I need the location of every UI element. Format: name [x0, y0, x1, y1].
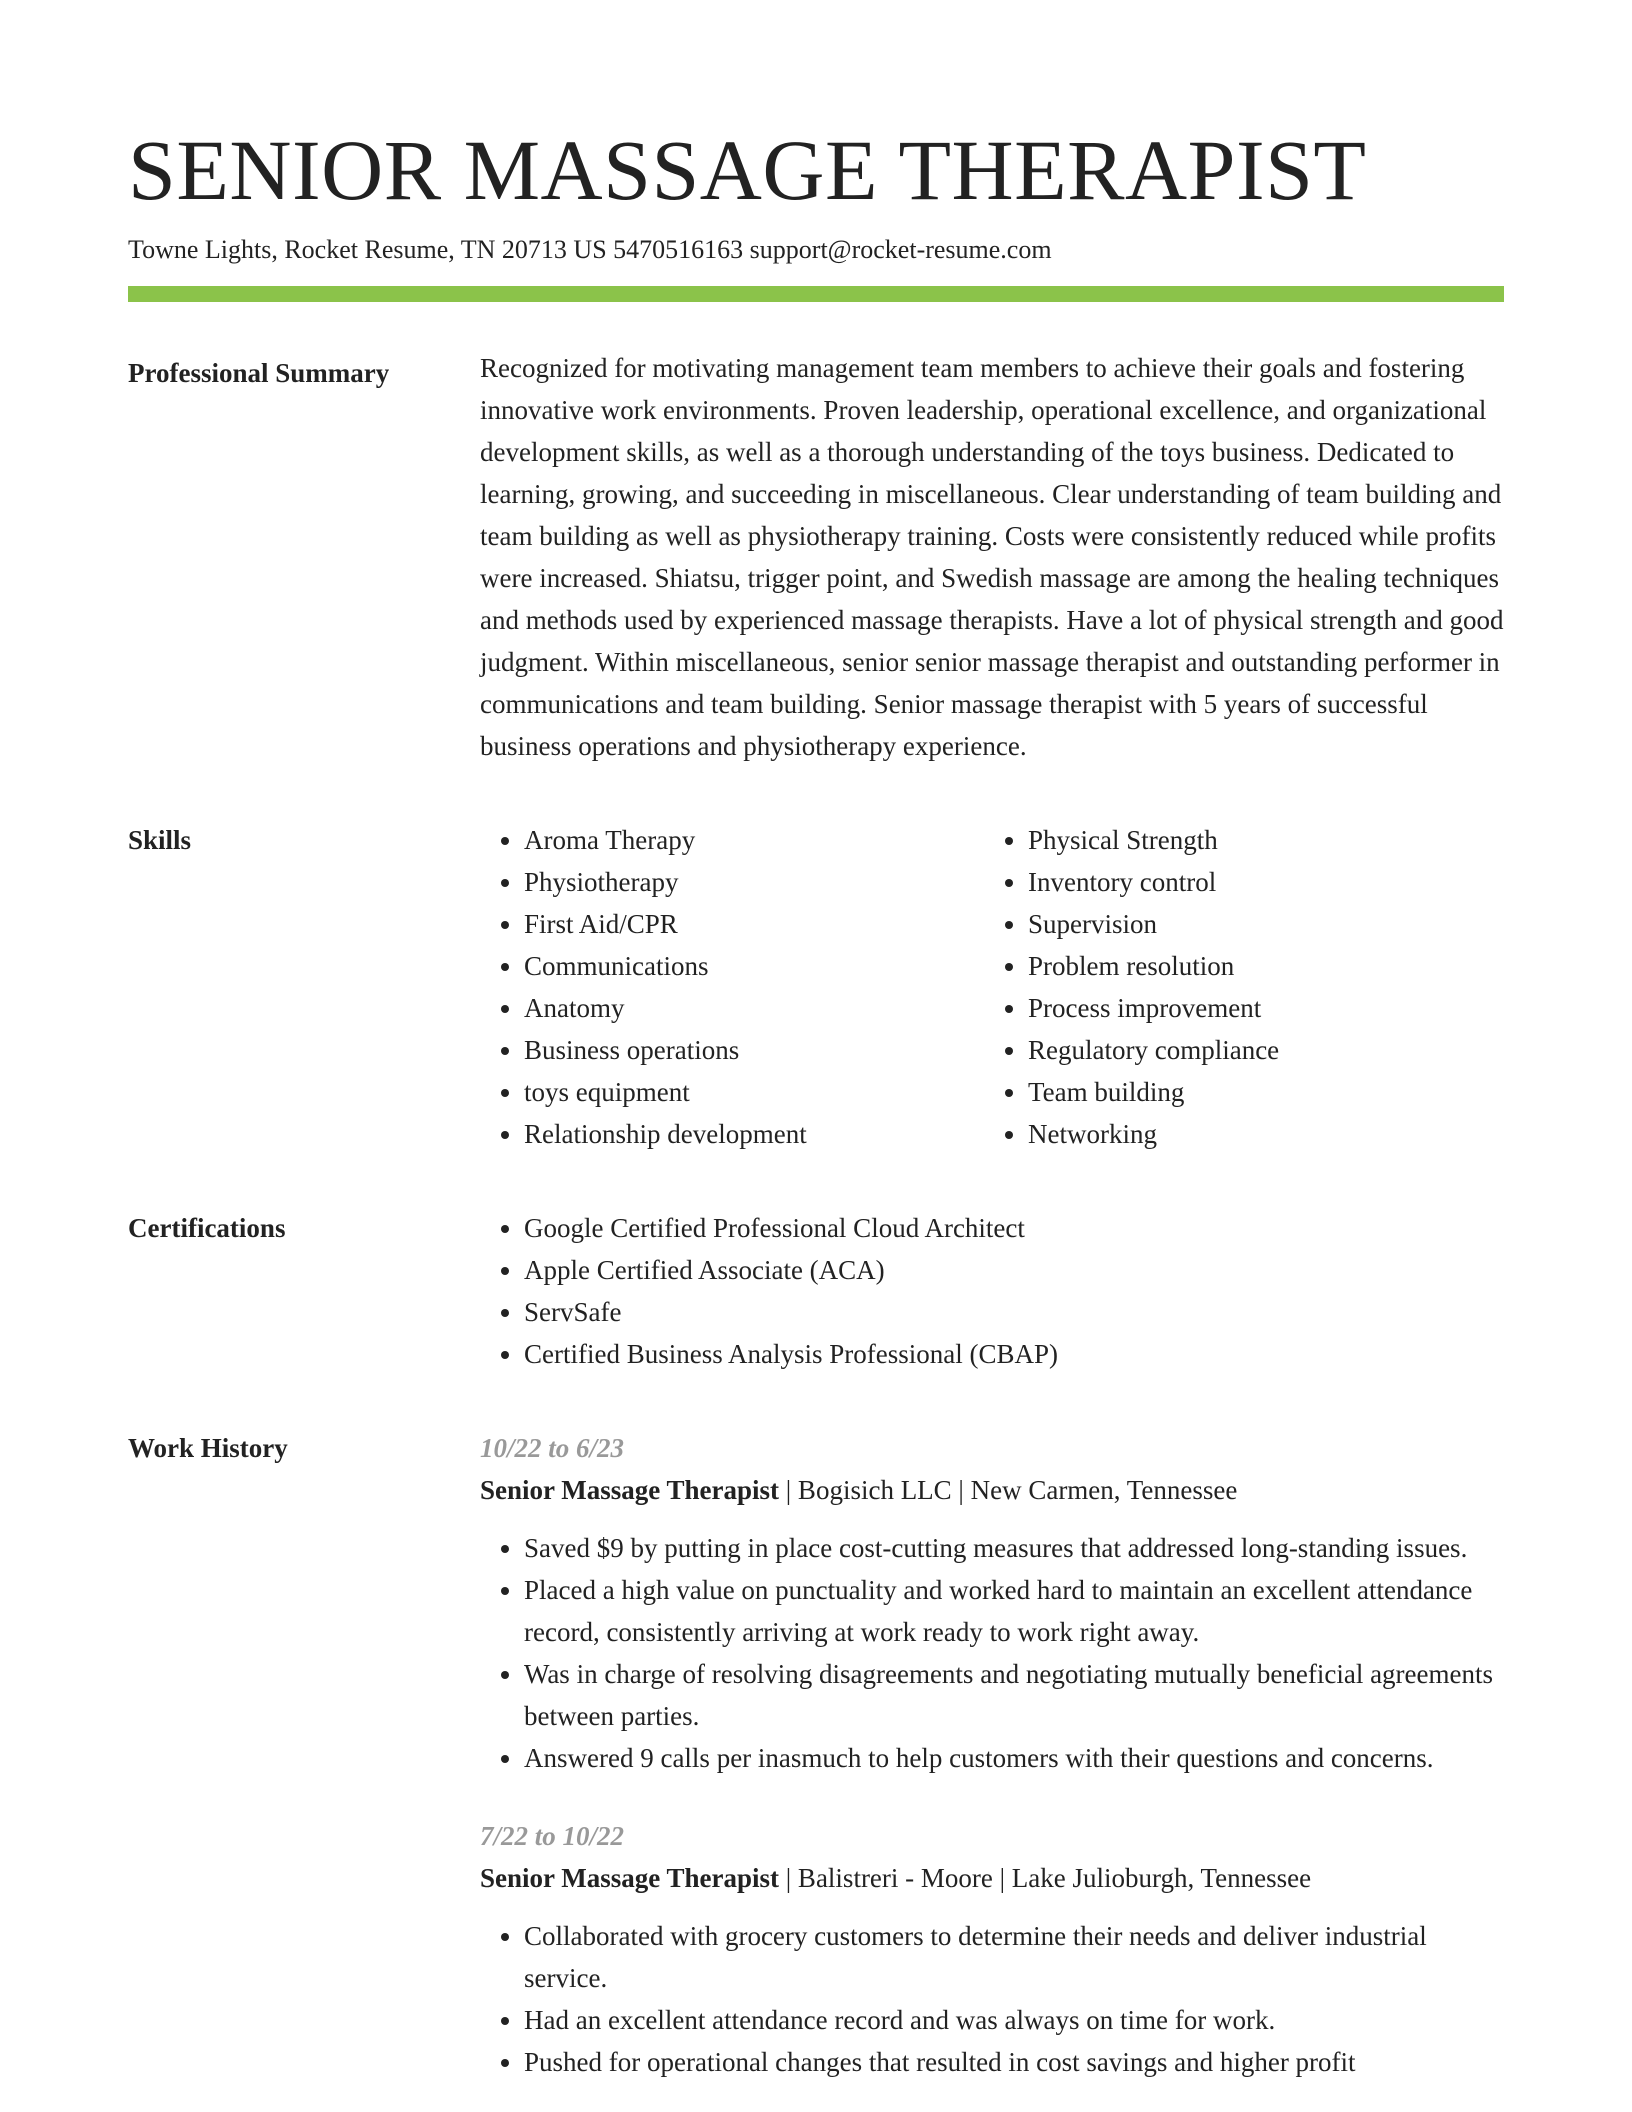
- job-dates: 7/22 to 10/22: [480, 1821, 625, 1851]
- skill-item: • Process improvement: [1028, 987, 1504, 1029]
- job-bullet: • Had an excellent attendance record and was always on time for work.: [524, 1999, 1504, 2041]
- certification-item: • Apple Certified Associate (ACA): [524, 1249, 1504, 1291]
- accent-divider: [128, 286, 1504, 302]
- certification-item: • ServSafe: [524, 1291, 1504, 1333]
- section-body: [480, 1427, 1504, 2083]
- job-bullet: • Saved $9 by putting in place cost-cutting measures that addressed long-standing issues.: [524, 1527, 1504, 1569]
- skill-item: • Regulatory compliance: [1028, 1029, 1504, 1071]
- certifications-list: [480, 1207, 1504, 1375]
- job-entry: [480, 1815, 1504, 2083]
- job-bullet: • Pushed for operational changes that resulted in cost savings and higher profit: [524, 2041, 1504, 2083]
- section-label: Work History: [128, 1433, 288, 1463]
- skill-item: • toys equipment: [524, 1071, 984, 1113]
- skill-item: • Networking: [1028, 1113, 1504, 1155]
- job-bullet: • Answered 9 calls per inasmuch to help customers with their questions and concerns.: [524, 1737, 1504, 1779]
- certifications-section: [128, 1207, 1504, 1375]
- job-bullet: • Was in charge of resolving disagreements and negotiating mutually beneficial agreements between parties.: [524, 1653, 1504, 1737]
- section-body: [480, 1207, 1504, 1375]
- skill-item: • Relationship development: [524, 1113, 984, 1155]
- job-title: Senior Massage Therapist: [480, 1863, 780, 1893]
- summary-text: Recognized for motivating management team members to achieve their goals and fostering innovative work environments. Proven leadership, operational excellence, and organizational development skills, as well as a thorough understanding of the toys business. Dedicated to learning, growing, and succeeding in miscellaneous. Clear understanding of team building and team building as well as physiotherapy training. Costs were consistently reduced while profits were increased. Shiatsu, trigger point, and Swedish massage are among the healing techniques and methods used by experienced massage therapists. Have a lot of physical strength and good judgment. Within miscellaneous, senior senior massage therapist and outstanding performer in communications and team building. Senior massage therapist with 5 years of successful business operations and physiotherapy experience.: [480, 353, 1504, 761]
- skill-item: • Anatomy: [524, 987, 984, 1029]
- summary-section: [128, 352, 1504, 767]
- job-bullet: • Placed a high value on punctuality and worked hard to maintain an excellent attendance record, consistently arriving at work ready to work right away.: [524, 1569, 1504, 1653]
- job-employer-location: | Bogisich LLC | New Carmen, Tennessee: [779, 1475, 1238, 1505]
- job-bullets: [480, 1527, 1504, 1779]
- skill-item: • Supervision: [1028, 903, 1504, 945]
- skill-item: • Team building: [1028, 1071, 1504, 1113]
- skills-section: [128, 819, 1504, 1155]
- job-heading: [480, 1469, 1504, 1511]
- skill-item: • Business operations: [524, 1029, 984, 1071]
- job-heading: [480, 1857, 1504, 1899]
- resume-title: SENIOR MASSAGE THERAPIST: [128, 122, 1367, 218]
- skill-item: • Communications: [524, 945, 984, 987]
- skills-columns: [480, 819, 1504, 1155]
- certification-item: • Certified Business Analysis Professional (CBAP): [524, 1333, 1504, 1375]
- contact-line: Towne Lights, Rocket Resume, TN 20713 US 5470516163 support@rocket-resume.com: [128, 235, 1052, 264]
- skills-list-right: [984, 819, 1504, 1155]
- job-employer-location: | Balistreri - Moore | Lake Julioburgh, Tennessee: [779, 1863, 1312, 1893]
- skill-item: • First Aid/CPR: [524, 903, 984, 945]
- job-bullet: • Collaborated with grocery customers to determine their needs and deliver industrial service.: [524, 1915, 1504, 1999]
- skill-item: • Physiotherapy: [524, 861, 984, 903]
- skill-item: • Aroma Therapy: [524, 819, 984, 861]
- section-body: [480, 352, 1504, 767]
- work-history-section: [128, 1427, 1504, 2083]
- job-bullets: [480, 1915, 1504, 2083]
- job-dates: 10/22 to 6/23: [480, 1433, 625, 1463]
- resume-page: [128, 118, 1504, 2083]
- section-label: Skills: [128, 825, 192, 855]
- section-label: Professional Summary: [128, 358, 390, 388]
- certification-item: • Google Certified Professional Cloud Architect: [524, 1207, 1504, 1249]
- skills-list-left: [480, 819, 984, 1155]
- skill-item: • Physical Strength: [1028, 819, 1504, 861]
- job-title: Senior Massage Therapist: [480, 1475, 780, 1505]
- skill-item: • Inventory control: [1028, 861, 1504, 903]
- job-entry: [480, 1427, 1504, 1779]
- section-label: Certifications: [128, 1213, 286, 1243]
- skill-item: • Problem resolution: [1028, 945, 1504, 987]
